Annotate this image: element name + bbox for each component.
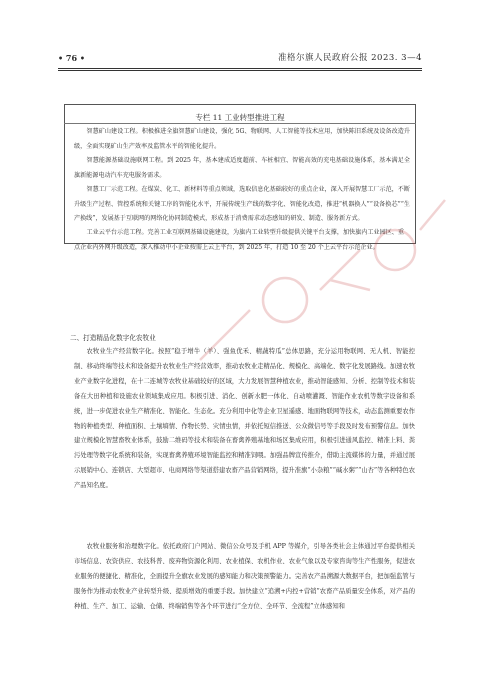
box-paragraph: 智慧矿山建设工程。积极推进全旗智慧矿山建设，强化 5G、物联网、人工智能等技术应用，加快陈旧系统及设备改造升级，全面实现矿山生产效率及监管水平的智能化提升。 xyxy=(74,128,410,150)
box-paragraph: 智慧能源基础设施联网工程。到 2025 年，基本建成适度超前、车桩相宜、智能高效的充电基础设施体系，基本满足全旗新能源电动汽车充电服务需求。 xyxy=(74,157,410,179)
box-title: 专栏 11 工业转型推进工程 xyxy=(195,113,285,122)
body-paragraph: 农牧业服务和治理数字化。依托政府门户网站、微信公众号及手机 APP 等媒介，引导各类社会主体通过平台提供相关市场信息、农资供应、农技科普、废弃物资源化利用、农业植保、农机作业、农业气象以及专家咨询等生产性服务，促进农业服务的便捷化、精准化，全面提升全旗农业发展的感知能力和决策预警能力。完善农产品溯源大数据平台，把加强监管与服务作为推动农牧业产业转型升级、提质增效的重要手段。加快建立“追溯+内控+营销”农畜产品质量安全体系，对产品的种植、生产、加工、运输、仓储、终端销售等各个环节进行“全方位、全环节、全流程”立体感知和 xyxy=(74,543,415,610)
body-paragraph: 农牧业生产经营数字化。按照“稳于增牛（羊）、强鱼优禾、精蔬特瓜”总体思路，充分运用物联网、无人机、智能控制、移动终端等技术和设备提升农牧业生产经营效率，推动农牧业走精品化、规模化、高端化、数字化发展路线。加速农牧业产业数字化进程，在十二连城等农牧业基础较好的区域，大力发展智慧种植农业，推动智能感知、分析、控制等技术和装备在大田种植和设施农业领域集成应用。积极引进、消化、创新水肥一体化、自动喷灌溉、智能作业农机等数字设备和系统，进一步促进农业生产精准化、智能化、生态化。充分利用中化等企业卫星遥感、地面物联网等技术，动态监测重要农作物的种植类型、种植面积、土壤墒情、作物长势、灾情虫情，并依托短信推送、公众微信号等手段及时发布预警信息。加快建立规模化智慧畜牧业体系，鼓励二维码等技术和装备在畜禽养殖基地和场区集成应用，积极引进通风监控、精准上料、粪污处理等数字化系统和装备，实现畜禽养殖环境智能监控和精准饲喂。加强品牌宣传推介，借助主流媒体的力量，并通过展示展销中心、连锁店、大型超市、电商网络等渠道搭建农畜产品营销网络，提升准旗“小杂粮”“碱水粥”“山杏”等各种特色农产品知名度。 xyxy=(74,348,415,490)
box-paragraph: 智慧工厂示范工程。在煤炭、化工、新材料等重点领域，选取信息化基础较好的重点企业，深入开展智慧工厂示范，不断升级生产过程、管控系统和关键工序的智能化水平，开展传统生产线的数字化、智能化改造，推进“机器换人”“设备换芯”“生产换线”，发展基于互联网的网络化协同制造模式，形成基于消费需求动态感知的研发、制造、服务新方式。 xyxy=(74,186,410,223)
header-rule-top xyxy=(58,68,422,69)
box-paragraph: 工业云平台示范工程。完善工业互联网基础设施建设，为旗内工业转型升级提供关键平台支撑，加快旗内工业园区、重点企业内外网升级改造，深入推动中小企业按需上云上平台，到 2025 年，打造 10 至 20 个上云平台示范企业。 xyxy=(74,229,404,251)
section-heading: 二、打造精品化数字化农牧业 xyxy=(70,334,156,342)
box-title-divider xyxy=(64,123,416,124)
header-rule-bottom xyxy=(58,70,422,71)
page-number: • 76 • xyxy=(58,53,85,63)
page-header xyxy=(58,52,422,66)
journal-title: 准格尔旗人民政府公报 2023. 3—4 xyxy=(277,53,422,63)
